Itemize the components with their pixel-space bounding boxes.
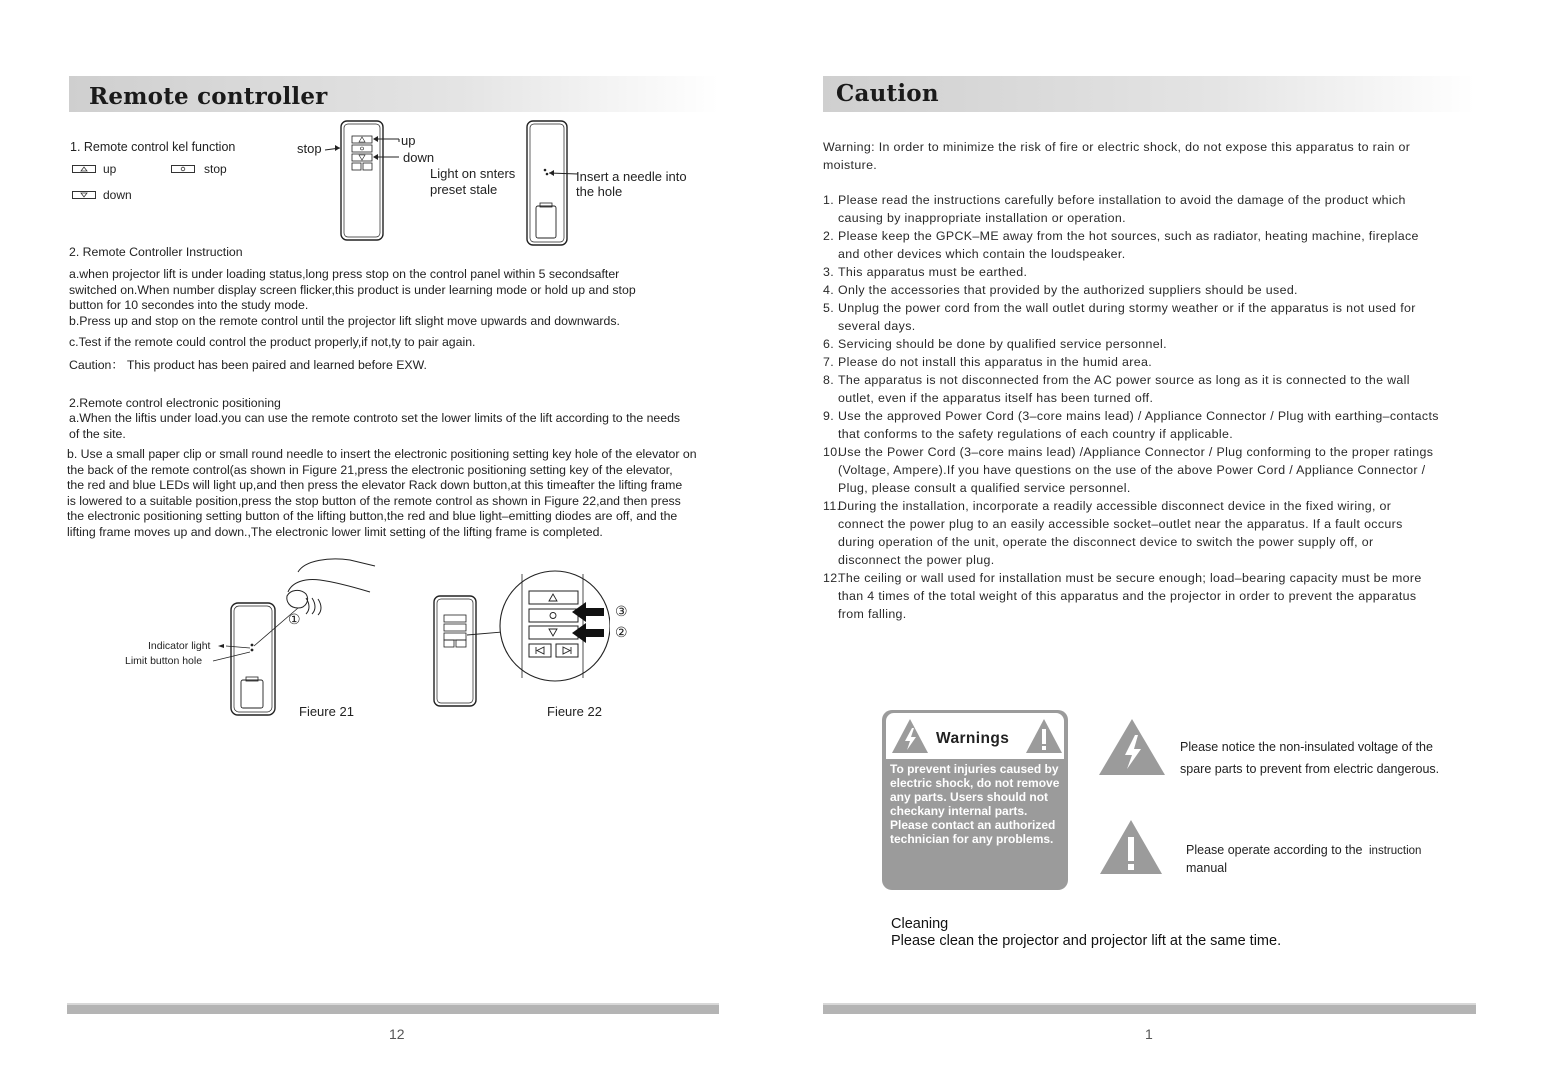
text-line: This apparatus must be earthed. <box>838 265 1028 279</box>
left-footer-bar <box>67 1003 719 1014</box>
warnings-box-header <box>886 713 1064 759</box>
figure-light-label-2: preset stale <box>430 182 498 197</box>
text-line: the electronic positioning setting button of the lifting button,the red and blue light–emitting diodes are off, and the <box>67 509 678 523</box>
text-line: b. Use a small paper clip or small round needle to insert the electronic positioning setting key hole of the elevator on <box>67 447 697 461</box>
right-header-bar <box>823 76 1475 112</box>
operate-note-text: Please operate according to the <box>1186 843 1363 857</box>
remote-back-figure <box>520 118 580 248</box>
text-line: Please read the instructions carefully before installation to avoid the damage of the product which <box>838 193 1406 207</box>
text-line: Use the approved Power Cord (3–core mains lead) / Appliance Connector / Plug with earthing–contacts <box>838 409 1439 423</box>
item-number: 6. <box>823 337 835 351</box>
text-line: Plug, please consult a qualified service personnel. <box>838 481 1131 495</box>
key-stop-icon <box>171 165 195 173</box>
key-stop-label: stop <box>204 162 227 176</box>
list-item <box>823 227 1483 263</box>
text-line: causing by inappropriate installation or operation. <box>838 211 1126 225</box>
item-number: 9. <box>823 409 835 423</box>
limit-button-hole-label: Limit button hole <box>125 655 203 667</box>
text-line: is lowered to a suitable position,press the stop button of the remote control as shown in Figure 22,and then press <box>67 493 681 508</box>
list-item <box>823 299 1483 335</box>
list-item <box>823 281 1483 299</box>
warning-paragraph <box>823 138 1473 174</box>
item-number: 7. <box>823 355 835 369</box>
key-down-label: down <box>103 188 132 202</box>
text-line: a.When the liftis under load.you can use the remote controto set the lower limits of the lift according to the needs <box>69 411 681 425</box>
section-1-heading: 1. Remote control kel function <box>70 140 236 154</box>
figure-stop-label: stop <box>297 141 322 156</box>
section-2-heading: 2. Remote Controller Instruction <box>69 245 243 259</box>
text-line: disconnect the power plug. <box>838 553 995 567</box>
text-line: switched on.When number display screen flicker,this product is under learning mode or hold up and stop <box>69 282 636 297</box>
figure-22-illustration <box>430 570 610 710</box>
warnings-text: To prevent injuries caused by electric shock, do not remove any parts. Users should not checkany internal parts. Please contact an authorized technician for any problems. <box>890 762 1060 846</box>
warnings-title: Warnings <box>936 730 1010 747</box>
section-3-heading: 2.Remote control electronic positioning <box>69 396 281 410</box>
text-line: Please do not install this apparatus in the humid area. <box>838 355 1153 369</box>
item-number: 11. <box>823 499 841 513</box>
voltage-note-line-1: Please notice the non-insulated voltage of the <box>1180 740 1433 754</box>
exclamation-warning-icon <box>1024 717 1064 755</box>
list-item <box>823 497 1483 569</box>
high-voltage-icon <box>1097 717 1167 777</box>
text-line: than 4 times of the total weight of this apparatus and the projector in order to prevent the apparatus <box>838 589 1417 603</box>
list-item <box>823 263 1483 281</box>
instruction-c: c.Test if the remote could control the product properly,if not,ty to pair again. <box>69 335 476 349</box>
list-item <box>823 371 1483 407</box>
text-line: from falling. <box>838 607 907 621</box>
text-line: and other devices which contain the loudspeaker. <box>838 247 1126 261</box>
figure-22-step-3: ③ <box>615 603 628 619</box>
text-line: (Voltage, Ampere).If you have questions on the use of the above Power Cord / Appliance Connector / <box>838 463 1426 477</box>
key-up-icon <box>72 165 96 173</box>
text-line: The ceiling or wall used for installation must be secure enough; load–bearing capacity must be more <box>838 571 1422 585</box>
text-line: Use the Power Cord (3–core mains lead) /Appliance Connector / Plug conforming to the proper ratings <box>838 445 1434 459</box>
text-line: the red and blue LEDs will light up,and then press the elevator Rack down button,at this timeafter the lifting frame <box>67 478 683 492</box>
indicator-light-label: Indicator light <box>148 640 211 652</box>
text-line: Please keep the GPCK–ME away from the hot sources, such as radiator, heating machine, fireplace <box>838 229 1419 243</box>
text-line: Servicing should be done by qualified service personnel. <box>838 337 1167 351</box>
text-line: a.when projector lift is under loading status,long press stop on the control panel within 5 secondsafter <box>69 267 620 281</box>
item-number: 2. <box>823 229 835 243</box>
figure-21-step-number: ① <box>288 611 301 627</box>
key-up-label: up <box>103 162 117 176</box>
figure-up-label: up <box>401 133 416 148</box>
text-line: outlet, even if the apparatus itself has been turned off. <box>838 391 1154 405</box>
section-3-b <box>67 447 747 540</box>
figure-needle-label-2: the hole <box>576 184 623 199</box>
instruction-a-block <box>69 267 729 329</box>
warnings-box <box>882 710 1068 890</box>
operate-note-text-b: instruction <box>1369 845 1422 857</box>
figure-21-caption: Fieure 21 <box>299 704 354 719</box>
figure-light-label-1: Light on snters <box>430 166 516 181</box>
lightning-warning-icon <box>890 717 930 755</box>
caution-exclamation-icon <box>1098 818 1164 876</box>
left-header-bar <box>69 76 719 112</box>
text-line: during operation of the unit, operate the disconnect device to switch the power supply off, or <box>838 535 1374 549</box>
caution-note: Caution： This product has been paired and learned before EXW. <box>69 358 427 372</box>
item-number: 1. <box>823 193 835 207</box>
text-line: the back of the remote control(as shown in Figure 21,press the electronic positioning setting key of the elevator, <box>67 462 673 477</box>
list-item <box>823 335 1483 353</box>
figure-down-label: down <box>403 150 435 165</box>
left-page-title: Remote controller <box>89 83 328 110</box>
text-line: several days. <box>838 319 916 333</box>
text-line: During the installation, incorporate a readily accessible disconnect device in the fixed wiring, or <box>838 499 1392 513</box>
text-line: that conforms to the safety regulations of each country if applicable. <box>838 427 1234 441</box>
text-line: connect the power plug to an easily accessible socket–outlet near the apparatus. If a fault occurs <box>838 517 1403 531</box>
item-number: 8. <box>823 373 835 387</box>
list-item <box>823 191 1483 227</box>
list-item <box>823 353 1483 371</box>
operate-note-line-1 <box>1186 843 1421 857</box>
left-page-number: 12 <box>389 1026 405 1042</box>
item-number: 5. <box>823 301 835 315</box>
list-item <box>823 407 1483 443</box>
key-down-icon <box>72 191 96 199</box>
text-line: b.Press up and stop on the remote control until the projector lift slight move upwards and downwards. <box>69 313 620 328</box>
text-line: of the site. <box>69 426 126 441</box>
list-item <box>823 569 1483 623</box>
right-footer-bar <box>823 1003 1476 1014</box>
text-line: Only the accessories that provided by the authorized suppliers should be used. <box>838 283 1298 297</box>
text-line: lifting frame moves up and down.,The electronic lower limit setting of the lifting frame is completed. <box>67 524 603 539</box>
item-number: 12. <box>823 571 842 585</box>
text-line: moisture. <box>823 158 878 172</box>
operate-note-line-2: manual <box>1186 861 1227 875</box>
figure-needle-label-1: Insert a needle into <box>576 169 687 184</box>
item-number: 4. <box>823 283 835 297</box>
text-line: Warning: In order to minimize the risk of fire or electric shock, do not expose this apparatus to rain or <box>823 140 1411 154</box>
right-page-number: 1 <box>1145 1026 1153 1042</box>
text-line: Unplug the power cord from the wall outlet during stormy weather or if the apparatus is not used for <box>838 301 1416 315</box>
cleaning-text: Please clean the projector and projector lift at the same time. <box>891 933 1282 949</box>
list-item <box>823 443 1483 497</box>
text-line: The apparatus is not disconnected from the AC power source as long as it is connected to the wall <box>838 373 1410 387</box>
section-3-a <box>69 411 739 442</box>
right-page-title: Caution <box>836 80 939 107</box>
voltage-note-line-2: spare parts to prevent from electric dangerous. <box>1180 762 1440 776</box>
remote-front-figure <box>295 118 445 246</box>
cleaning-title: Cleaning <box>891 916 949 932</box>
item-number: 3. <box>823 265 835 279</box>
text-line: button for 10 secondes into the study mode. <box>69 298 309 312</box>
figure-22-caption: Fieure 22 <box>547 704 602 719</box>
figure-22-step-2: ② <box>615 624 628 640</box>
item-number: 10. <box>823 445 842 459</box>
caution-list <box>823 191 1483 623</box>
figure-21-illustration <box>210 552 400 722</box>
